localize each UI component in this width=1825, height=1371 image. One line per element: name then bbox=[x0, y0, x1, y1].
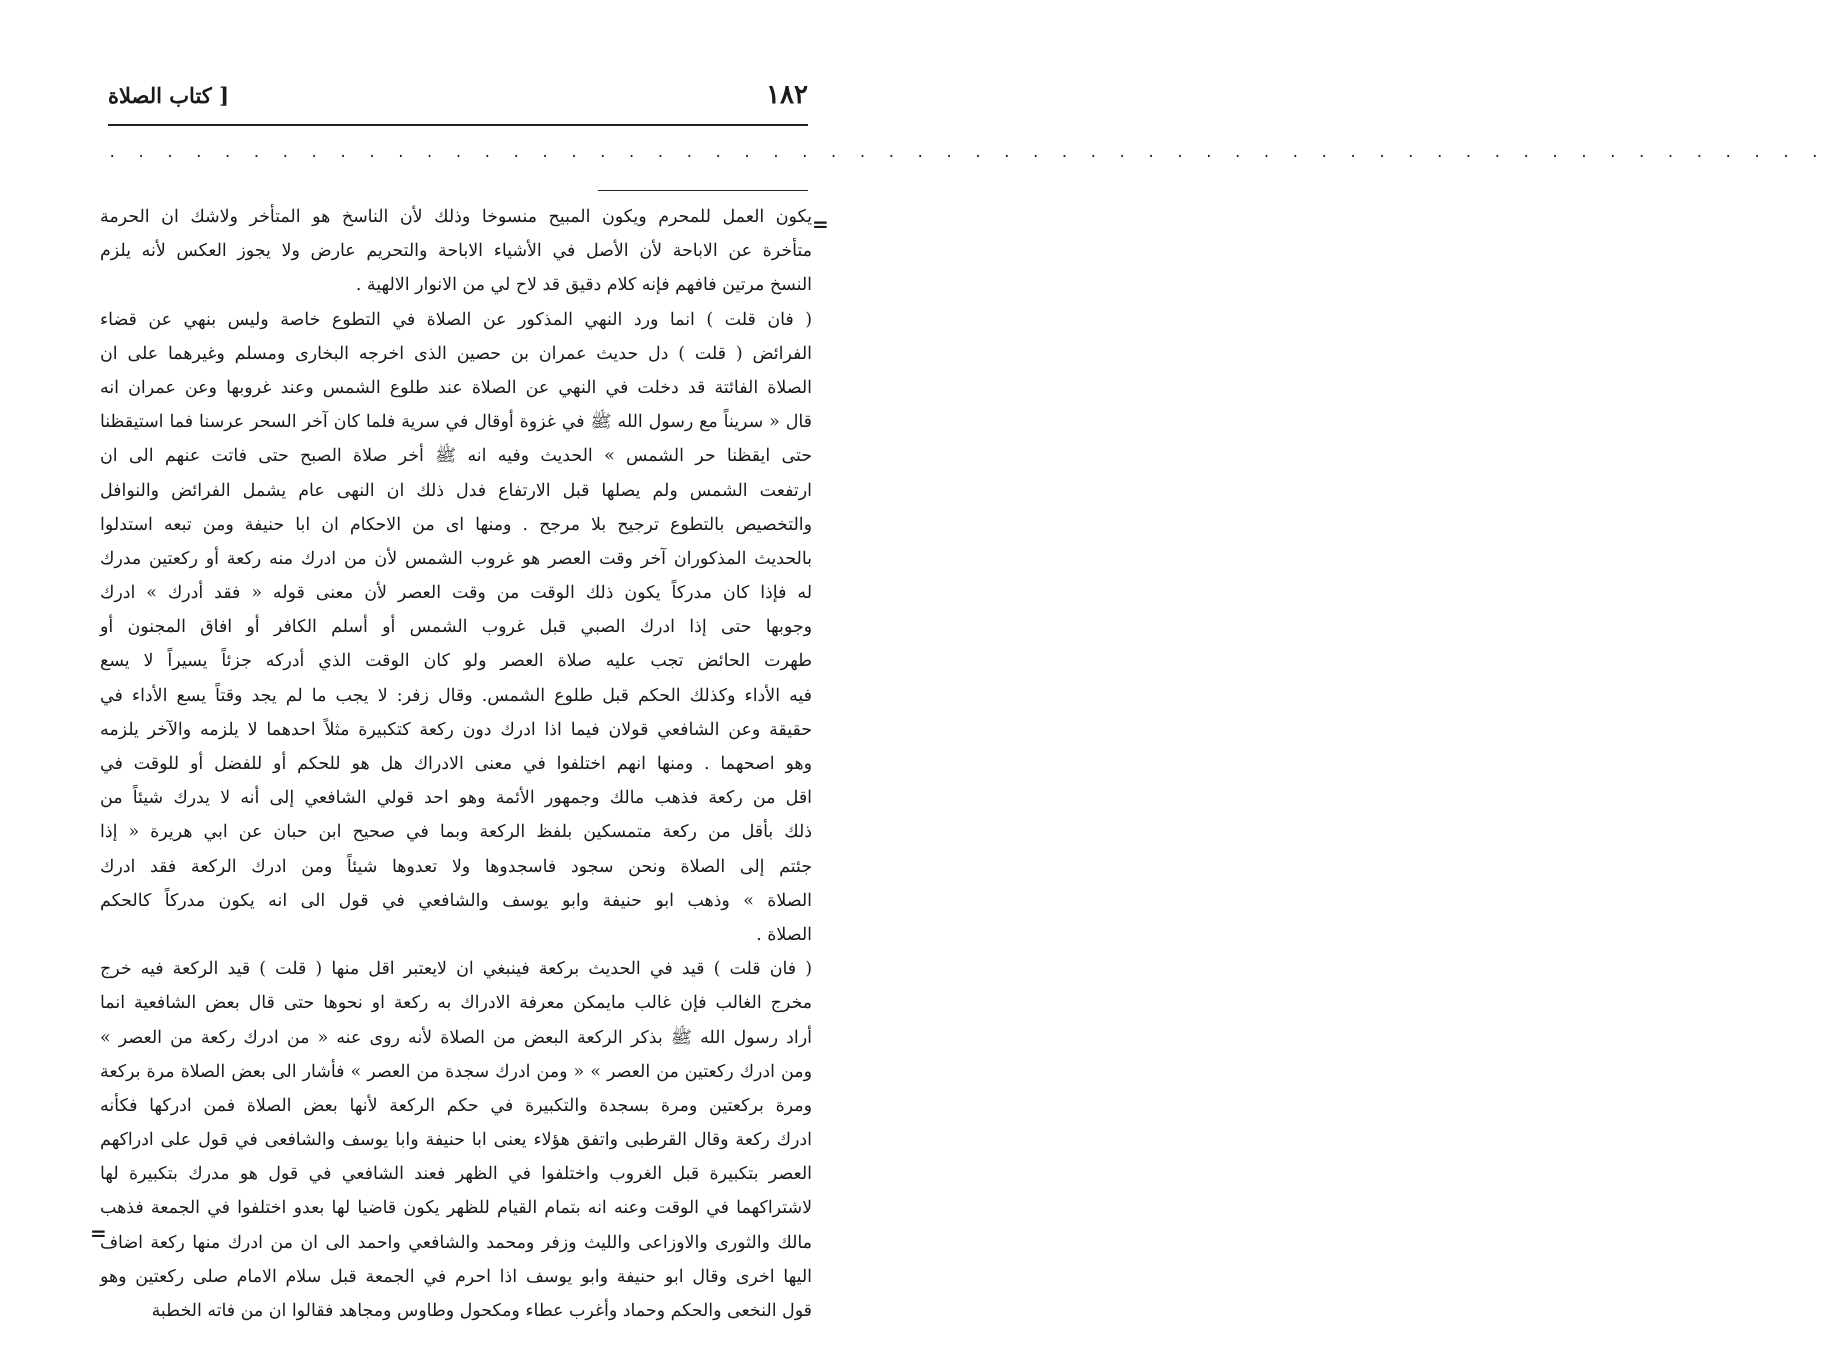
footnote-rule bbox=[598, 190, 808, 191]
text-line: اليها اخرى وقال ابو حنيفة وابو يوسف اذا احرم في الجمعة قبل سلام الامام صلى ركعتين وهو bbox=[100, 1266, 812, 1287]
text-line: الصلاة . bbox=[756, 924, 812, 945]
continuation-mark-end: = bbox=[90, 1221, 107, 1245]
text-line: ارتفعت الشمس ولم يصلها قبل الارتفاع فدل ذلك ان النهى عام يشمل الفرائض والنوافل bbox=[100, 480, 812, 501]
text-line: أراد رسول الله ﷺ بذكر الركعة البعض من الصلاة لأنه روى عنه « من ادرك ركعة من العصر » bbox=[100, 1027, 812, 1048]
text-line: الفرائض ( قلت ) دل حديث عمران بن حصين الذى اخرجه البخارى ومسلم وغيرهما على ان bbox=[100, 343, 812, 364]
text-line: الصلاة الفائتة قد دخلت في النهي عن الصلاة عند طلوع الشمس وعند غروبها وعن عمران انه bbox=[100, 377, 812, 398]
text-line: الصلاة » وذهب ابو حنيفة وابو يوسف والشافعي في قول الى انه يكون مدركاً كالحكم bbox=[100, 890, 812, 911]
text-line: لاشتراكهما في الوقت وعنه انه بتمام القيام للظهر يكون قاضيا لها بعدو اختلفوا في الجمعة فذهب bbox=[100, 1198, 812, 1219]
running-title: [ كتاب الصلاة bbox=[108, 83, 230, 108]
text-line: وجوبها حتى إذا ادرك الصبي قبل غروب الشمس أو أسلم الكافر أو افاق المجنون أو bbox=[100, 617, 812, 638]
text-line: طهرت الحائض تجب عليه صلاة العصر ولو كان الوقت الذي أدركه جزئاً يسيراً لا يسع bbox=[100, 651, 812, 672]
continuation-mark-start: = bbox=[812, 212, 829, 236]
page-number: ١٨٢ bbox=[766, 80, 808, 110]
text-line: اقل من ركعة فذهب مالك وجمهور الأئمة وهو احد قولي الشافعي إلى أنه لا يدرك شيئاً من bbox=[100, 788, 812, 809]
text-line: قال « سريناً مع رسول الله ﷺ في غزوة أوقال في سرية فلما كان آخر السحر عرسنا فما استيقظنا bbox=[100, 412, 812, 433]
text-line: وهو اصحهما . ومنها انهم اختلفوا في معنى الادراك هل هو للحكم أو للفضل أو للوقت في bbox=[100, 754, 812, 774]
text-line: له فإذا كان مدركاً يكون ذلك الوقت من وقت العصر لأن معنى قوله « فقد أدرك » ادرك bbox=[100, 583, 812, 604]
text-line: ادرك ركعة وقال القرطبى واتفق هؤلاء يعنى ابا حنيفة وابا يوسف والشافعى في قول على ادراكهم bbox=[100, 1130, 812, 1151]
text-line: مخرج الغالب فإن غالب مايمكن معرفة الادراك به ركعة او نحوها حتى قال بعض الشافعية انما bbox=[100, 993, 812, 1014]
text-line: ( فان قلت ) قيد في الحديث بركعة فينبغي ان لايعتبر اقل منها ( قلت ) قيد الركعة فيه خرج bbox=[100, 959, 812, 980]
dotted-separator: . . . . . . . . . . . . . . . . . . . . . . . . . . . . . . . . . . . . . . . . . . . . . . . . . . . . . . . . . . . . bbox=[108, 145, 1825, 161]
text-line: ومرة بركعتين ومرة بسجدة والتكبيرة في حكم الركعة لأنها بعض الصلاة فمن ادركها فكأنه bbox=[100, 1095, 812, 1116]
page-header bbox=[108, 78, 808, 118]
text-line: والتخصيص بالتطوع ترجيح بلا مرجح . ومنها اى من الاحكام ان ابا حنيفة ومن تبعه استدلوا bbox=[100, 514, 812, 535]
text-line: متأخرة عن الاباحة لأن الأصل في الأشياء الاباحة والتحريم عارض ولا يجوز العكس لأنه يلزم bbox=[100, 241, 812, 262]
text-line: حقيقة وعن الشافعي قولان فيما اذا ادرك دون ركعة كتكبيرة مثلاً احدهما لا يلزمه والآخر يلزمه bbox=[100, 719, 812, 740]
text-line: بالحديث المذكوران آخر وقت العصر هو غروب الشمس لأن من ادرك منه ركعة أو ركعتين مدرك bbox=[100, 548, 812, 569]
text-line: ( فان قلت ) انما ورد النهي المذكور عن الصلاة في التطوع خاصة وليس بنهي عن قضاء bbox=[100, 309, 812, 330]
text-line: حتى ايقظنا حر الشمس » الحديث وفيه انه ﷺ أخر صلاة الصبح حتى فاتت عنهم الى ان bbox=[100, 446, 812, 467]
text-line: ذلك بأقل من ركعة متمسكين بلفظ الركعة وبما في صحيح ابن حبان عن ابي هريرة « إذا bbox=[100, 822, 812, 843]
text-line: يكون العمل للمحرم ويكون المبيح منسوخا وذلك لأن الناسخ هو المتأخر ولاشك ان الحرمة bbox=[100, 207, 812, 227]
text-line: مالك والثورى والاوزاعى والليث وزفر ومحمد والشافعي واحمد الى ان من ادرك منها ركعة اضاف bbox=[100, 1232, 812, 1253]
text-line: ومن ادرك ركعتين من العصر » « ومن ادرك سجدة من العصر » فأشار الى بعض الصلاة مرة بركعة bbox=[100, 1061, 812, 1082]
text-line: جئتم إلى الصلاة ونحن سجود فاسجدوها ولا تعدوها شيئاً ومن ادرك الركعة فقد ادرك bbox=[100, 856, 812, 877]
header-rule bbox=[108, 124, 808, 126]
text-line: العصر بتكبيرة قبل الغروب واختلفوا في الظهر فعند الشافعي في قول هو مدرك بتكبيرة لها bbox=[100, 1164, 812, 1185]
text-line: النسخ مرتين فافهم فإنه كلام دقيق قد لاح لي من الانوار الالهية . bbox=[355, 275, 812, 296]
text-line: قول النخعى والحكم وحماد وأغرب عطاء ومكحول وطاوس ومجاهد فقالوا ان من فاته الخطبة bbox=[151, 1301, 812, 1321]
text-line: فيه الأداء وكذلك الحكم قبل طلوع الشمس. وقال زفر: لا يجب ما لم يجد وقتاً يسع الأداء في bbox=[100, 685, 812, 706]
body-text bbox=[100, 200, 812, 1328]
